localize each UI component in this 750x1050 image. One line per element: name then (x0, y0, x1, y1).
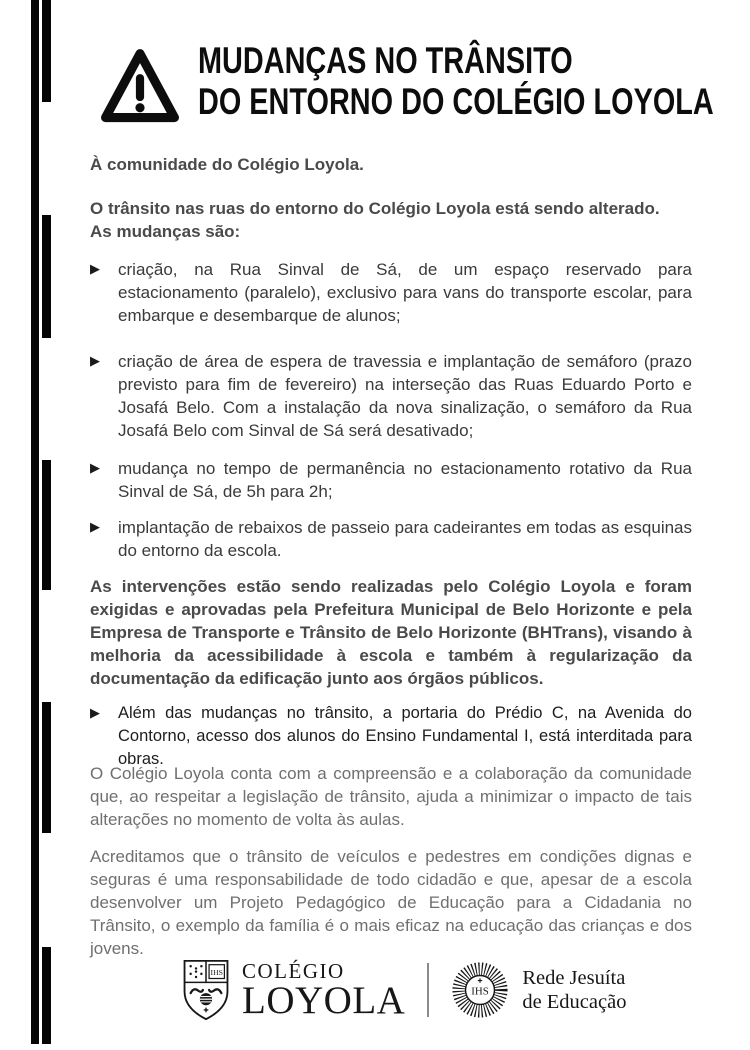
warning-triangle-icon (99, 46, 181, 126)
left-accent-bar (31, 0, 39, 1044)
lead-paragraph (90, 197, 692, 243)
crest-monogram-text: IHS (210, 968, 223, 978)
bullet-arrow-icon: ▶ (90, 354, 100, 369)
interventions-paragraph: As intervenções estão sendo realizadas pelo Colégio Loyola e foram exigidas e aprovadas pela Prefeitura Municipal de Belo Horizonte e pela Empresa de Transporte e Trânsito de Belo Horizonte (BHTrans), visando à melhoria da acessibilidade à escola e também à regularização da documentação da edificação junto aos órgãos públicos. (90, 577, 692, 688)
page-title (198, 40, 714, 122)
bullet-arrow-icon: ▶ (90, 706, 100, 721)
page-title-line2: DO ENTORNO DO COLÉGIO LOYOLA (198, 81, 714, 122)
bullet-text: mudança no tempo de permanência no estacionamento rotativo da Rua Sinval de Sá, de 5h para 2h; (118, 459, 692, 501)
bullet-arrow-icon: ▶ (90, 520, 100, 535)
footer-logos (183, 954, 626, 1026)
dashed-accent-bar-segment (42, 215, 51, 338)
dashed-accent-bar-segment (42, 947, 51, 1044)
page-title-line1: MUDANÇAS NO TRÂNSITO (198, 40, 573, 81)
closing-paragraph: Acreditamos que o trânsito de veículos e pedestres em condições dignas e seguras é uma responsabilidade de todo cidadão e que, apesar de a escola desenvolver um Projeto Pedagógico de Educação para a Cidadania no Trânsito, o exemplo da família é o mais eficaz na educação das crianças e dos jovens. (90, 847, 692, 958)
college-wordmark-line2: LOYOLA (242, 979, 406, 1022)
bullet-item (90, 457, 692, 503)
lead-line2: As mudanças são: (90, 222, 241, 241)
network-wordmark (522, 966, 626, 1014)
dashed-accent-bar-segment (42, 702, 51, 833)
bullet-item (90, 350, 692, 442)
construction-notice-bullet (90, 702, 692, 771)
bullet-arrow-icon: ▶ (90, 461, 100, 476)
bullet-text: implantação de rebaixos de passeio para cadeirantes em todas as esquinas do entorno da escola. (118, 518, 692, 560)
salutation-text: À comunidade do Colégio Loyola. (90, 155, 364, 174)
bullet-text: criação, na Rua Sinval de Sá, de um espaço reservado para estacionamento (paralelo), exclusivo para vans do transporte escolar, para embarque e desembarque de alunos; (118, 260, 692, 325)
logo-divider (427, 963, 429, 1017)
bullet-arrow-icon: ▶ (90, 262, 100, 277)
lead-line1: O trânsito nas ruas do entorno do Colégio Loyola está sendo alterado. (90, 199, 660, 218)
loyola-crest-icon (183, 959, 229, 1021)
closing-paragraph: O Colégio Loyola conta com a compreensão e a colaboração da comunidade que, ao respeitar a legislação de trânsito, ajuda a minimizar o impacto de tais alterações no momento de volta às aulas. (90, 764, 692, 829)
seal-monogram-text: IHS (471, 985, 490, 998)
dashed-accent-bar-segment (42, 0, 51, 102)
network-wordmark-line1: Rede Jesuíta (522, 967, 626, 989)
bullet-item (90, 516, 692, 562)
notice-text: Além das mudanças no trânsito, a portaria do Prédio C, na Avenida do Contorno, acesso dos alunos do Ensino Fundamental I, está interditada para obras. (118, 704, 692, 768)
network-wordmark-line2: de Educação (522, 991, 627, 1013)
dashed-accent-bar-segment (42, 460, 51, 590)
college-wordmark-line1: COLÉGIO (242, 959, 345, 983)
bullet-item (90, 258, 692, 327)
bullet-text: criação de área de espera de travessia e implantação de semáforo (prazo previsto para fim de fevereiro) na interseção das Ruas Eduardo Porto e Josafá Belo. Com a instalação da nova sinalização, o semáforo da Rua Josafá Belo com Sinval de Sá será desativado; (118, 352, 692, 440)
college-wordmark (242, 960, 405, 1020)
jesuit-sunburst-seal-icon (451, 961, 509, 1019)
